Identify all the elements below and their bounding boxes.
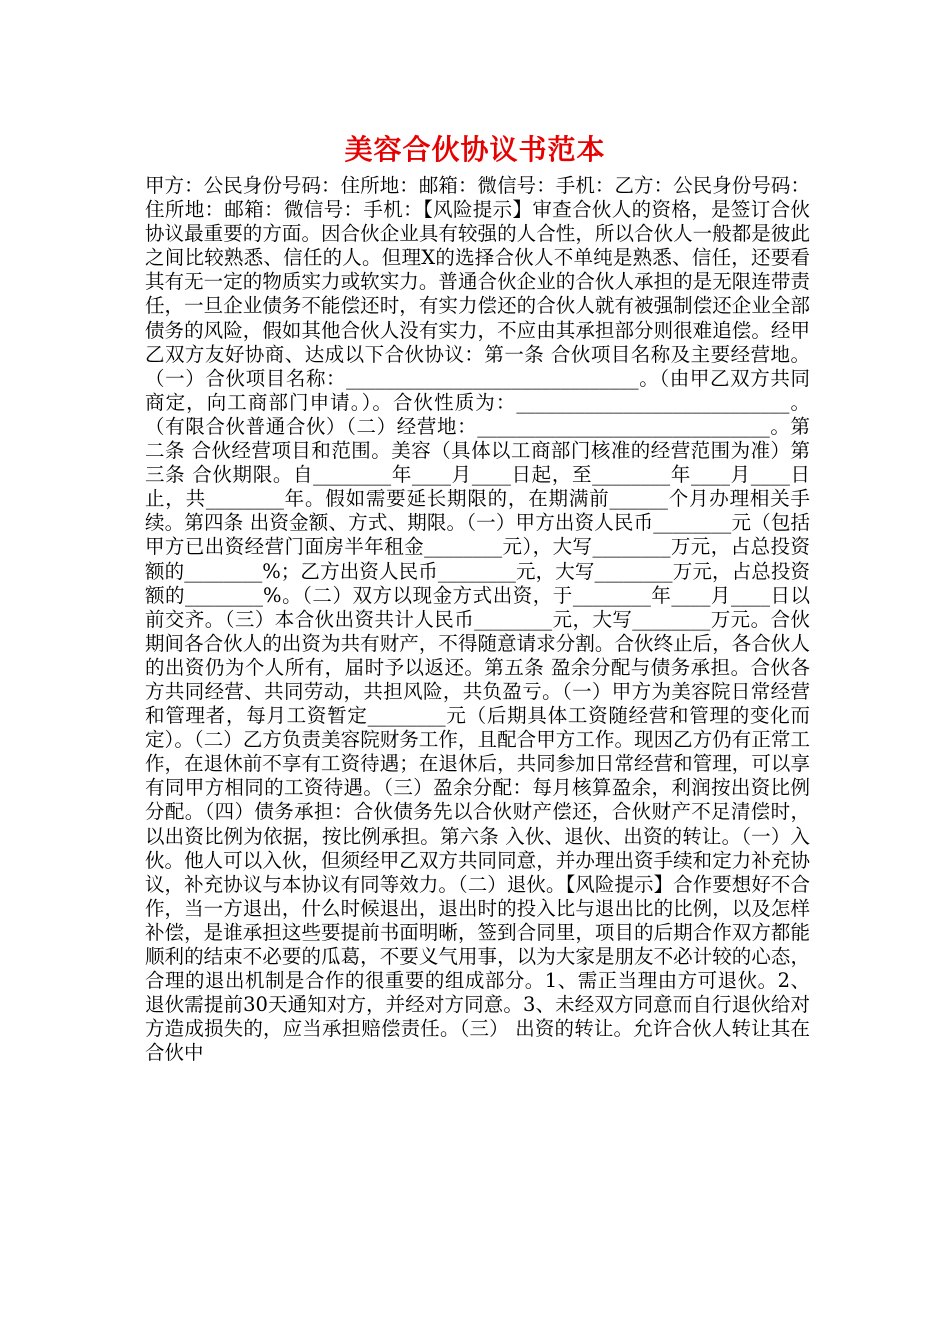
document-body: 甲方：公民身份号码：住所地：邮箱：微信号：手机：乙方：公民身份号码：住所地：邮箱：微信号：手机：【风险提示】审查合伙人的资格，是签订合伙协议最重要的方面。因合伙企业具有较强的人合性，所以合伙人一般都是彼此之间比较熟悉、信任的人。但理X的选择合伙人不单纯是熟悉、信任，还要看其有无一定的物质实力或软实力。普通合伙企业的合伙人承担的是无限连带责任，一旦企业债务不能偿还时，有实力偿还的合伙人就有被强制偿还企业全部债务的风险，假如其他合伙人没有实力，不应由其承担部分则很难追偿。经甲乙双方友好协商、达成以下合伙协议：第一条 合伙项目名称及主要经营地。（一）合伙项目名称：______________________________。（由甲乙双方共同商定，向工商部门申请。）。合伙性质为：____________________________。（有限合伙普通合伙）（二）经营地：______________________________。第二条 合伙经营项目和范围。美容（具体以工商部门核准的经营范围为准）第三条 合伙期限。自________年____月____日起，至________年____月____日止，共________年。假如需要延长期限的，在期满前______个月办理相关手续。第四条 出资金额、方式、期限。（一）甲方出资人民币________元（包括甲方已出资经营门面房半年租金________元），大写________万元，占总投资额的________%；乙方出资人民币________元，大写________万元，占总投资额的________%。（二）双方以现金方式出资，于________年____月____日以前交齐。（三）本合伙出资共计人民币________元，大写________万元。合伙期间各合伙人的出资为共有财产，不得随意请求分割。合伙终止后，各合伙人的出资仍为个人所有，届时予以返还。第五条 盈余分配与债务承担。合伙各方共同经营、共同劳动，共担风险，共负盈亏。（一）甲方为美容院日常经营和管理者，每月工资暂定________元（后期具体工资随经营和管理的变化而定）。（二）乙方负责美容院财务工作，且配合甲方工作。现因乙方仍有正常工作，在退休前不享有工资待遇；在退休后，共同参加日常经营和管理，可以享有同甲方相同的工资待遇。（三）盈余分配：每月核算盈余，利润按出资比例分配。（四）债务承担：合伙债务先以合伙财产偿还，合伙财产不足清偿时，以出资比例为依据，按比例承担。第六条 入伙、退伙、出资的转让。（一）入伙。他人可以入伙，但须经甲乙双方共同同意，并办理出资手续和定力补充协议，补充协议与本协议有同等效力。（二）退伙。【风险提示】合作要想好不合作，当一方退出，什么时候退出，退出时的投入比与退出比的比例，以及怎样补偿，是谁承担这些要提前书面明晰，签到合同里，项目的后期合作双方都能顺利的结束不必要的瓜葛，不要义气用事，以为大家是朋友不必计较的心态，合理的退出机制是合作的很重要的组成部分。1、需正当理由方可退伙。2、退伙需提前30天通知对方，并经对方同意。3、未经双方同意而自行退伙给对方造成损失的，应当承担赔偿责任。（三） 出资的转让。允许合伙人转让其在合伙中 xyxy=(145,174,810,1065)
document-title: 美容合伙协议书范本 xyxy=(344,133,606,166)
